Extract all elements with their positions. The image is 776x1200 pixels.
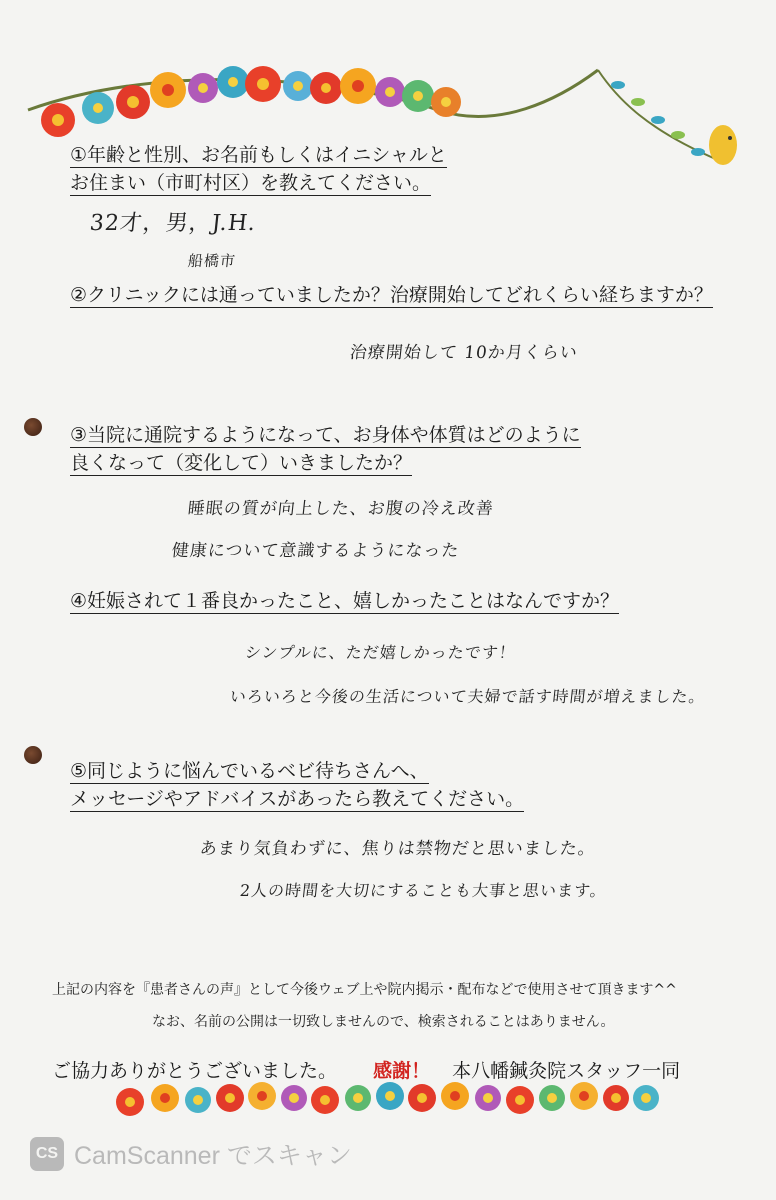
question-4-line-1: ④妊娠されて１番良かったこと、嬉しかったことはなんですか？ [70, 590, 620, 612]
answer-4-line-2: いろいろと今後の生活について夫婦で話す時間が増えました。 [228, 687, 707, 706]
thanks-red-text: 感謝！ [373, 1060, 431, 1082]
camscanner-logo-icon: CS [30, 1137, 64, 1171]
answer-5-line-1: あまり気負わずに、焦りは禁物だと思いました。 [198, 839, 597, 859]
question-3 [70, 421, 581, 477]
question-1 [70, 141, 447, 197]
answer-1-line-1: 32才，男，J.H. [88, 211, 258, 236]
answer-3-line-1: 睡眠の質が向上した、お腹の冷え改善 [186, 499, 495, 519]
question-4 [70, 587, 619, 615]
answer-1-line-2: 船橋市 [187, 252, 237, 270]
answer-4-line-1: シンプルに、ただ嬉しかったです！ [243, 643, 517, 662]
usage-note-line-2: なお、名前の公開は一切致しませんので、検索されることはありません。 [152, 1014, 615, 1030]
question-3-line-1: ③当院に通院するようになって、お身体や体質はどのように [70, 424, 581, 446]
clinic-staff-text: 本八幡鍼灸院スタッフ一同 [452, 1060, 681, 1082]
question-1-line-1: ①年齢と性別、お名前もしくはイニシャルと [70, 144, 447, 166]
question-5-line-2: メッセージやアドバイスがあったら教えてください。 [70, 788, 525, 810]
floral-garland-bottom [110, 1074, 670, 1124]
usage-note-line-1: 上記の内容を『患者さんの声』として今後ウェブ上や院内掲示・配布などで使用させて頂きます^^ [52, 982, 677, 998]
answer-3-line-2: 健康について意識するようになった [170, 541, 461, 561]
question-5 [70, 757, 524, 813]
bullet-dot [24, 418, 42, 436]
camscanner-watermark [30, 1136, 352, 1172]
answer-5-line-2: 2人の時間を大切にすることも大事と思います。 [238, 881, 608, 900]
question-3-line-2: 良くなって（変化して）いきましたか？ [70, 452, 413, 474]
question-2-line-1: ②クリニックには通っていましたか？治療開始してどれくらい経ちますか？ [70, 284, 713, 306]
question-2 [70, 281, 713, 309]
question-5-line-1: ⑤同じように悩んでいるベビ待ちさんへ、 [70, 760, 429, 782]
camscanner-text: CamScanner でスキャン [74, 1142, 352, 1170]
answer-2-line-1: 治療開始して 10か月くらい [348, 343, 579, 363]
thanks-text: ご協力ありがとうございました。 [52, 1060, 338, 1082]
question-1-line-2: お住まい（市町村区）を教えてください。 [70, 172, 432, 194]
bullet-dot [24, 746, 42, 764]
